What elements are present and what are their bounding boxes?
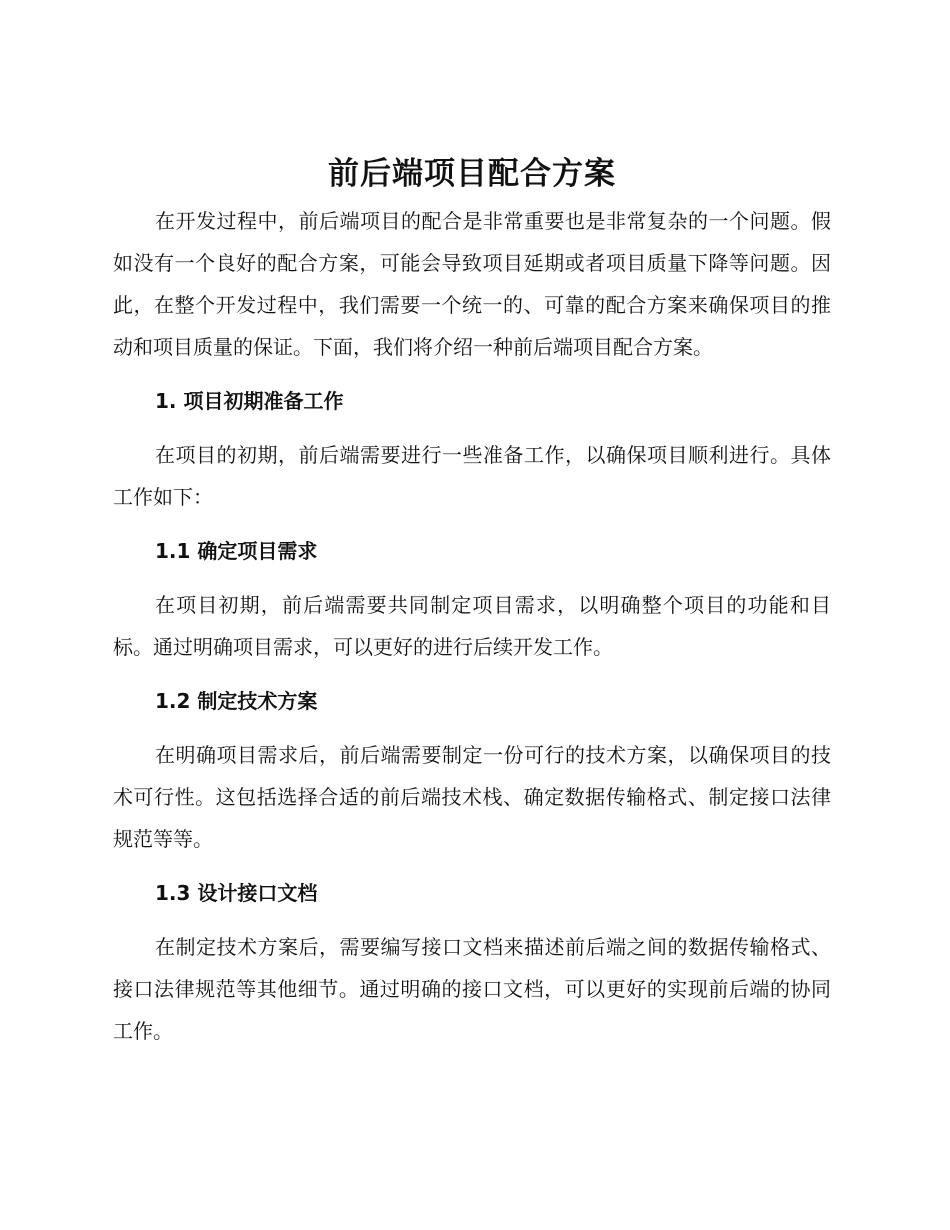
section-body-1-3: 在制定技术方案后，需要编写接口文档来描述前后端之间的数据传输格式、接口法律规范等其他细节。通过明确的接口文档，可以更好的实现前后端的协同工作。: [113, 935, 831, 1043]
section-body-1: 在项目的初期，前后端需要进行一些准备工作，以确保项目顺利进行。具体工作如下：: [113, 443, 831, 509]
section-body-1-1: 在项目初期，前后端需要共同制定项目需求，以明确整个项目的功能和目标。通过明确项目需求，可以更好的进行后续开发工作。: [113, 593, 831, 659]
section-heading-1-3: 1.3 设计接口文档: [155, 881, 318, 905]
section-heading-1-1: 1.1 确定项目需求: [155, 539, 318, 563]
section-heading-1-2: 1.2 制定技术方案: [155, 689, 318, 713]
intro-paragraph: 在开发过程中，前后端项目的配合是非常重要也是非常复杂的一个问题。假如没有一个良好的配合方案，可能会导致项目延期或者项目质量下降等问题。因此，在整个开发过程中，我们需要一个统一的、可靠的配合方案来确保项目的推动和项目质量的保证。下面，我们将介绍一种前后端项目配合方案。: [113, 209, 831, 359]
section-body-1-2: 在明确项目需求后，前后端需要制定一份可行的技术方案，以确保项目的技术可行性。这包括选择合适的前后端技术栈、确定数据传输格式、制定接口法律规范等等。: [113, 743, 831, 851]
document-title: 前后端项目配合方案: [328, 156, 616, 192]
section-heading-1: 1. 项目初期准备工作: [155, 389, 344, 413]
document-page: [113, 148, 831, 1052]
